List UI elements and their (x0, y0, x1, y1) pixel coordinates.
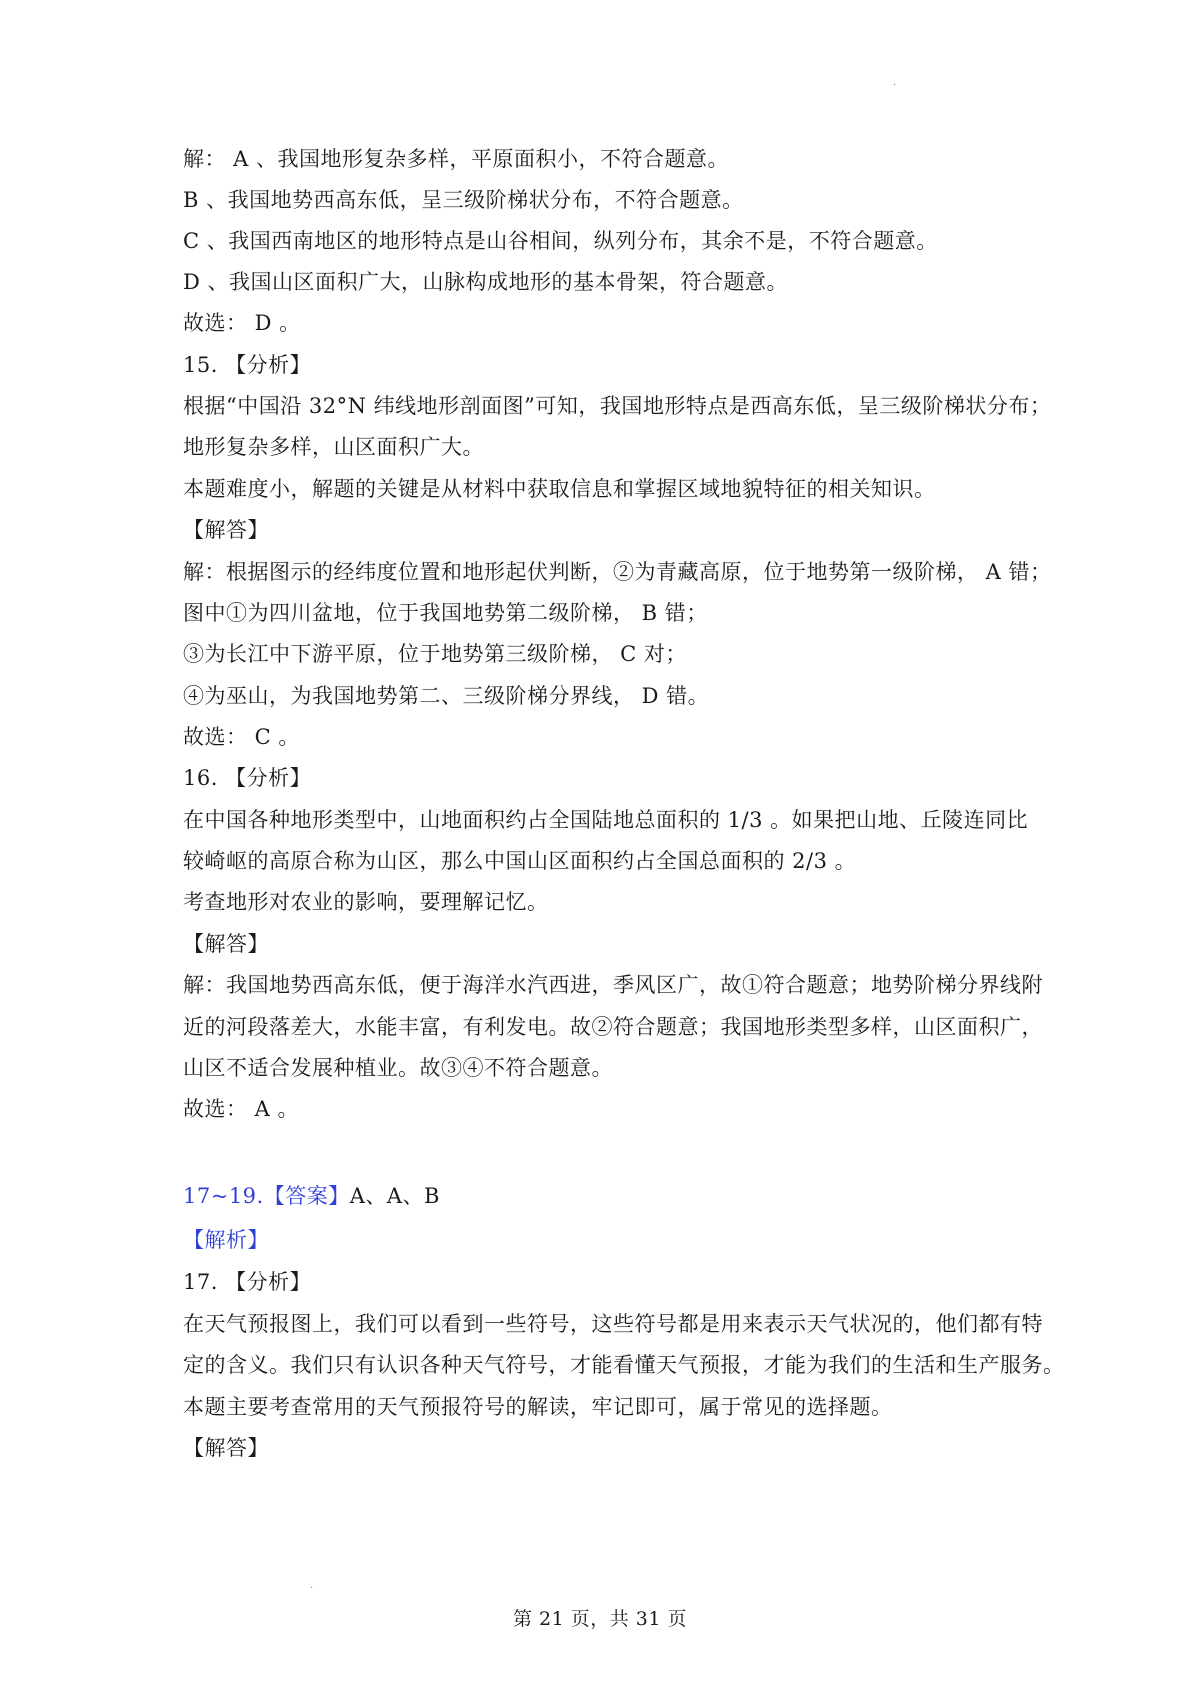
text-line: 在天气预报图上，我们可以看到一些符号，这些符号都是用来表示天气状况的，他们都有特 (183, 1312, 1043, 1336)
text-line: 解： A 、我国地形复杂多样，平原面积小，不符合题意。 (183, 147, 730, 171)
section-heading: 16. 【分析】 (183, 766, 312, 790)
text-line: D 、我国山区面积广大，山脉构成地形的基本骨架，符合题意。 (183, 270, 789, 294)
text-line: C 、我国西南地区的地形特点是山谷相间，纵列分布，其余不是，不符合题意。 (183, 229, 938, 253)
text-line: B 、我国地势西高东低，呈三级阶梯状分布，不符合题意。 (183, 188, 744, 212)
text-line: 本题主要考查常用的天气预报符号的解读，牢记即可，属于常见的选择题。 (183, 1395, 893, 1419)
answer-values: A、A、B (349, 1184, 440, 1208)
scan-dot: · (893, 80, 897, 91)
text-line: 定的含义。我们只有认识各种天气符号，才能看懂天气预报，才能为我们的生活和生产服务。 (183, 1353, 1065, 1377)
analysis-heading: 【解析】 (183, 1228, 269, 1252)
scan-dot: · (310, 1583, 314, 1594)
text-line: 故选： D 。 (183, 311, 301, 335)
text-line: 近的河段落差大，水能丰富，有利发电。故②符合题意；我国地形类型多样，山区面积广， (183, 1015, 1043, 1039)
answer-line (183, 1181, 1033, 1211)
section-heading: 【解答】 (183, 518, 269, 542)
text-line: 考查地形对农业的影响，要理解记忆。 (183, 890, 549, 914)
section-heading: 【解答】 (183, 932, 269, 956)
section-heading: 【解答】 (183, 1436, 269, 1460)
text-line: 解：我国地势西高东低，便于海洋水汽西进，季风区广，故①符合题意；地势阶梯分界线附 (183, 973, 1043, 997)
text-line: 山区不适合发展种植业。故③④不符合题意。 (183, 1056, 613, 1080)
answer-label: 17~19.【答案】 (183, 1184, 350, 1208)
text-line: ③为长江中下游平原，位于地势第三级阶梯， C 对； (183, 642, 687, 666)
section-heading: 17. 【分析】 (183, 1270, 312, 1294)
page-footer: 第 21 页，共 31 页 (512, 1608, 687, 1630)
text-line: 图中①为四川盆地，位于我国地势第二级阶梯， B 错； (183, 601, 708, 625)
section-heading: 15. 【分析】 (183, 353, 312, 377)
text-line: 故选： A 。 (183, 1097, 300, 1121)
text-line: 故选： C 。 (183, 725, 300, 749)
text-line: 地形复杂多样，山区面积广大。 (183, 435, 484, 459)
text-line: 较崎岖的高原合称为山区，那么中国山区面积约占全国总面积的 2/3 。 (183, 849, 857, 873)
text-line: ④为巫山，为我国地势第二、三级阶梯分界线， D 错。 (183, 684, 710, 708)
text-line: 本题难度小，解题的关键是从材料中获取信息和掌握区域地貌特征的相关知识。 (183, 477, 936, 501)
text-line: 解：根据图示的经纬度位置和地形起伏判断，②为青藏高原，位于地势第一级阶梯， A 错； (183, 560, 1052, 584)
text-line: 在中国各种地形类型中，山地面积约占全国陆地总面积的 1/3 。如果把山地、丘陵连同比 (183, 808, 1029, 832)
text-line: 根据“中国沿 32°N 纬线地形剖面图”可知，我国地形特点是西高东低，呈三级阶梯状分布； (183, 394, 1052, 418)
